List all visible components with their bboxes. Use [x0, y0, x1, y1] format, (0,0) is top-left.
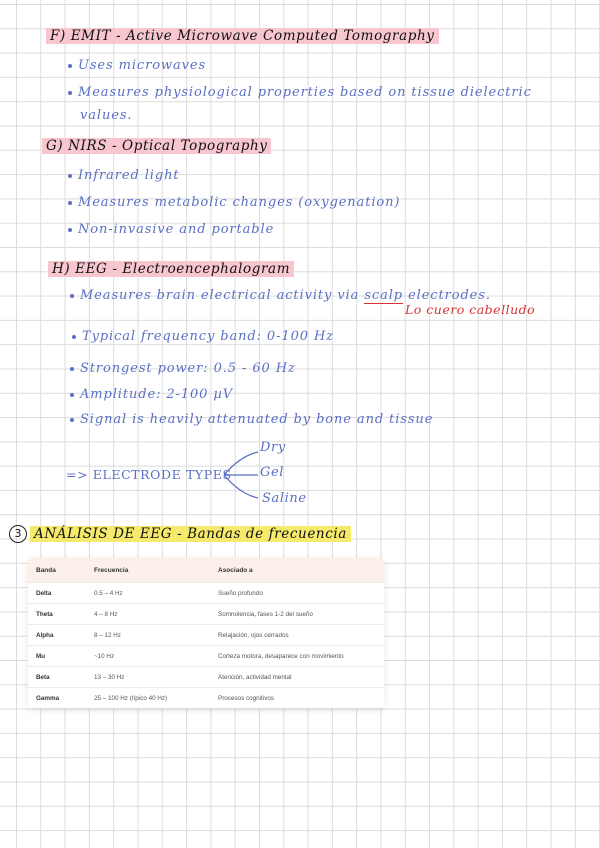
table-row: [28, 667, 384, 688]
bullet-item: Typical frequency band: 0-100 Hz: [72, 329, 334, 344]
frequency-cell: ~10 Hz: [86, 646, 210, 667]
bullet-item: Amplitude: 2-100 µV: [70, 387, 233, 402]
section-g-title: G) NIRS - Optical Topography: [42, 138, 271, 154]
bullet-item: Measures metabolic changes (oxygenation): [68, 195, 400, 210]
bullet-item: Uses microwaves: [68, 58, 206, 73]
analysis-heading: [30, 526, 351, 542]
section-f-title: F) EMIT - Active Microwave Computed Tomography: [46, 28, 439, 44]
translation-note: Lo cuero cabelludo: [405, 302, 536, 317]
band-cell: Beta: [28, 667, 86, 688]
section-h-heading: [48, 261, 294, 277]
association-cell: Sueño profundo: [210, 583, 384, 604]
table-row: [28, 604, 384, 625]
table-row: [28, 583, 384, 604]
association-cell: Atención, actividad mental: [210, 667, 384, 688]
band-cell: Theta: [28, 604, 86, 625]
electrode-type: Saline: [262, 491, 307, 506]
frequency-cell: 0.5 – 4 Hz: [86, 583, 210, 604]
table-row: [28, 688, 384, 709]
section-f-heading: [46, 28, 439, 44]
association-cell: Relajación, ojos cerrados: [210, 625, 384, 646]
bullet-item: Measures physiological properties based on tissue dielectric: [68, 85, 532, 100]
header-frecuencia: Frecuencia: [86, 558, 210, 583]
bullet-item: Infrared light: [68, 168, 179, 183]
bullet-item: Signal is heavily attenuated by bone and tissue: [70, 412, 433, 427]
table-row: [28, 625, 384, 646]
association-cell: Corteza motora, desaparece con movimiento: [210, 646, 384, 667]
association-cell: Procesos cognitivos: [210, 688, 384, 709]
frequency-cell: 25 – 100 Hz (típico 40 Hz): [86, 688, 210, 709]
electrode-types-label: => ELECTRODE TYPES: [66, 467, 232, 482]
section-h-title: H) EEG - Electroencephalogram: [48, 261, 294, 277]
frequency-bands-table: [28, 558, 384, 708]
bullet-item: Non-invasive and portable: [68, 222, 274, 237]
table-header-row: [28, 558, 384, 583]
table-row: [28, 646, 384, 667]
band-cell: Mu: [28, 646, 86, 667]
frequency-cell: 4 – 8 Hz: [86, 604, 210, 625]
section-g-heading: [42, 138, 271, 154]
analysis-title: ANÁLISIS DE EEG - Bandas de frecuencia: [30, 526, 351, 542]
header-asociado: Asociado a: [210, 558, 384, 583]
band-cell: Gamma: [28, 688, 86, 709]
scalp-underlined-word: scalp: [364, 288, 404, 303]
bullet-continuation: values.: [80, 108, 133, 123]
bullet-item: Measures brain electrical activity via scalp electrodes.: [70, 288, 491, 303]
frequency-cell: 13 – 30 Hz: [86, 667, 210, 688]
band-cell: Alpha: [28, 625, 86, 646]
electrode-type: Dry: [260, 440, 286, 455]
bullet-item: Strongest power: 0.5 - 60 Hz: [70, 361, 296, 376]
header-banda: Banda: [28, 558, 86, 583]
association-cell: Somnolencia, fases 1-2 del sueño: [210, 604, 384, 625]
branch-arrow-icon: [222, 448, 262, 502]
band-cell: Delta: [28, 583, 86, 604]
electrode-type: Gel: [260, 465, 285, 480]
frequency-cell: 8 – 12 Hz: [86, 625, 210, 646]
section-number-badge: 3: [9, 525, 27, 543]
